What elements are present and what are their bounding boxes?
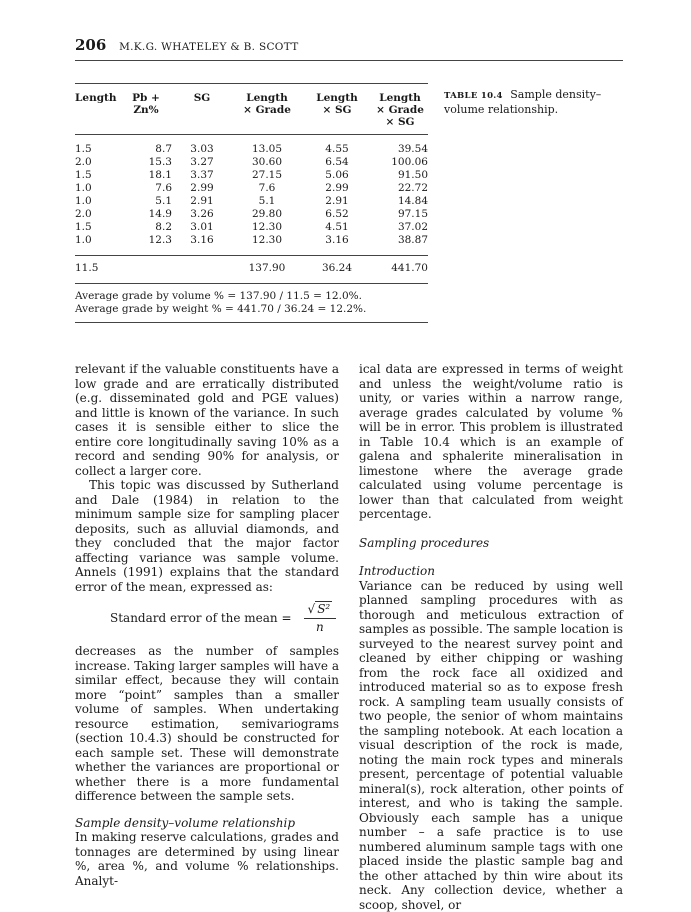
- column-header-sg: SG: [172, 84, 232, 134]
- header-rule: [75, 60, 623, 61]
- table-cell: 37.02: [372, 221, 428, 234]
- section-heading: Sampling procedures: [359, 536, 623, 551]
- left-column: [75, 362, 339, 888]
- table-cell: 3.26: [172, 208, 232, 221]
- table-cell: 2.0: [75, 208, 120, 221]
- table-cell: 18.1: [120, 169, 172, 182]
- table-cell: 1.0: [75, 182, 120, 195]
- table-cell: 97.15: [372, 208, 428, 221]
- table-row: [75, 195, 428, 208]
- table-cell: 8.2: [120, 221, 172, 234]
- table-row: [75, 135, 428, 156]
- table-cell: 3.16: [172, 234, 232, 255]
- table-row: [75, 182, 428, 195]
- square-root-icon: √ S²: [308, 602, 333, 617]
- table-row: [75, 221, 428, 234]
- table-cell: 3.03: [172, 135, 232, 156]
- table-cell: 3.16: [302, 234, 372, 255]
- table-cell: 39.54: [372, 135, 428, 156]
- column-header-length-x-sg: Length × SG: [302, 84, 372, 134]
- table-cell: 5.06: [302, 169, 372, 182]
- table-cell: 12.3: [120, 234, 172, 255]
- table-cell: 3.27: [172, 156, 232, 169]
- table-cell: 1.0: [75, 195, 120, 208]
- table-row: [75, 208, 428, 221]
- column-header-length: Length: [75, 84, 120, 134]
- table-cell: 13.05: [232, 135, 302, 156]
- table-row: [75, 169, 428, 182]
- table-cell: 29.80: [232, 208, 302, 221]
- total-cell: 137.90: [232, 256, 302, 283]
- table-row: [75, 156, 428, 169]
- column-header-length-x-grade: Length × Grade: [232, 84, 302, 134]
- table-cell: 7.6: [232, 182, 302, 195]
- table-cell: 1.0: [75, 234, 120, 255]
- paragraph: ical data are expressed in terms of weight and unless the weight/volume ratio is unity, or varies within a narrow range, average grades calculated by volume % will be in error. This problem is illustrated in Table 10.4 which is an example of galena and sphalerite mineralisation in limestone where the average grade calculated using volume percentage is lower than that calculated from weight percentage.: [359, 362, 623, 522]
- column-header-grade: Pb + Zn%: [120, 84, 172, 134]
- standard-error-equation: [75, 594, 339, 644]
- table-row: [75, 234, 428, 255]
- paragraph: This topic was discussed by Sutherland and Dale (1984) in relation to the minimum sample size for sampling placer deposits, such as alluvial diamonds, and they concluded that the major factor affecting variance was sample volume. Annels (1991) explains that the standard error of the mean, expressed as:: [75, 478, 339, 594]
- table-cell: 1.5: [75, 135, 120, 156]
- table-header-row: [75, 84, 428, 134]
- subsection-heading: Sample density–volume relationship: [75, 816, 339, 831]
- table-cell: 14.9: [120, 208, 172, 221]
- total-cell: 36.24: [302, 256, 372, 283]
- total-cell: 441.70: [372, 256, 428, 283]
- table-cell: 12.30: [232, 234, 302, 255]
- equation-label: Standard error of the mean =: [110, 611, 292, 626]
- table-cell: 5.1: [120, 195, 172, 208]
- table-cell: 5.1: [232, 195, 302, 208]
- table-cell: 2.91: [302, 195, 372, 208]
- density-volume-table: [75, 84, 428, 283]
- total-cell: 11.5: [75, 256, 120, 283]
- paragraph: In making reserve calculations, grades and tonnages are determined by using linear %, area %, and volume % relationships. Analyt-: [75, 830, 339, 888]
- total-cell: [172, 256, 232, 283]
- table-cell: 27.15: [232, 169, 302, 182]
- table-body: [75, 135, 428, 255]
- paragraph: Variance can be reduced by using well planned sampling procedures with as thorough and meticulous extraction of samples as possible. The sample location is surveyed to the nearest survey point and cleaned by either chipping or washing from the rock face all oxidized and introduced material so as to expose fresh rock. A sampling team usually consists of two people, the senior of whom maintains the sampling notebook. At each location a visual description of the rock is made, noting the main rock types and minerals present, percentage of potential valuable mineral(s), rock alteration, other points of interest, and who is taking the sample. Obviously each sample has a unique number – a safe practice is to use numbered aluminum sample tags with one placed inside the plastic sample bag and the other attached by thin wire about its neck. Any collection device, whether a scoop, shovel, or: [359, 579, 623, 912]
- table-note-weight: Average grade by weight % = 441.70 / 36.24 = 12.2%.: [75, 303, 428, 316]
- table-cell: 6.52: [302, 208, 372, 221]
- table-cell: 1.5: [75, 169, 120, 182]
- table-cell: 100.06: [372, 156, 428, 169]
- paragraph: relevant if the valuable constituents have a low grade and are erratically distributed (e.g. disseminated gold and PGE values) and little is known of the variance. In such cases it is sensible either to slice the entire core longitudinally saving 10% as a record and sending 90% for analysis, or collect a larger core.: [75, 362, 339, 478]
- table-cell: 3.01: [172, 221, 232, 234]
- table-note-volume: Average grade by volume % = 137.90 / 11.5 = 12.0%.: [75, 290, 428, 303]
- table-cell: 12.30: [232, 221, 302, 234]
- subsection-heading: Introduction: [359, 564, 623, 579]
- running-head-authors: M.K.G. WHATELEY & B. SCOTT: [119, 41, 298, 53]
- table-cell: 3.37: [172, 169, 232, 182]
- table-cell: 30.60: [232, 156, 302, 169]
- equation-fraction: [304, 602, 337, 634]
- table-notes: [75, 284, 428, 322]
- column-header-length-x-grade-x-sg: Length × Grade × SG: [372, 84, 428, 134]
- table-cell: 1.5: [75, 221, 120, 234]
- table-cell: 2.99: [172, 182, 232, 195]
- table-cell: 38.87: [372, 234, 428, 255]
- table-label: TABLE 10.4: [444, 91, 503, 101]
- table-cell: 22.72: [372, 182, 428, 195]
- table-cell: 7.6: [120, 182, 172, 195]
- table-caption-text: Sample density–volume relationship.: [444, 88, 601, 116]
- table-cell: 15.3: [120, 156, 172, 169]
- table-bottom-rule: [75, 322, 428, 323]
- equation-numerator: S²: [315, 601, 332, 616]
- total-cell: [120, 256, 172, 283]
- right-column: [359, 362, 623, 912]
- table-cell: 2.0: [75, 156, 120, 169]
- table-10-4: [75, 83, 428, 323]
- paragraph: decreases as the number of samples increase. Taking larger samples will have a similar effect, because they will contain more “point” samples than a smaller volume of samples. When undertaking resource estimation, semivariograms (section 10.4.3) should be constructed for each sample set. These will demonstrate whether the variances are proportional or whether there is a more fundamental difference between the sample sets.: [75, 644, 339, 804]
- page-number: 206: [75, 36, 106, 54]
- table-totals-row: [75, 256, 428, 283]
- table-cell: 4.55: [302, 135, 372, 156]
- running-head: [75, 36, 299, 54]
- equation-denominator: n: [316, 619, 324, 635]
- table-cell: 2.99: [302, 182, 372, 195]
- table-cell: 4.51: [302, 221, 372, 234]
- table-cell: 6.54: [302, 156, 372, 169]
- table-caption: [444, 88, 634, 116]
- table-cell: 2.91: [172, 195, 232, 208]
- table-cell: 91.50: [372, 169, 428, 182]
- table-cell: 8.7: [120, 135, 172, 156]
- table-cell: 14.84: [372, 195, 428, 208]
